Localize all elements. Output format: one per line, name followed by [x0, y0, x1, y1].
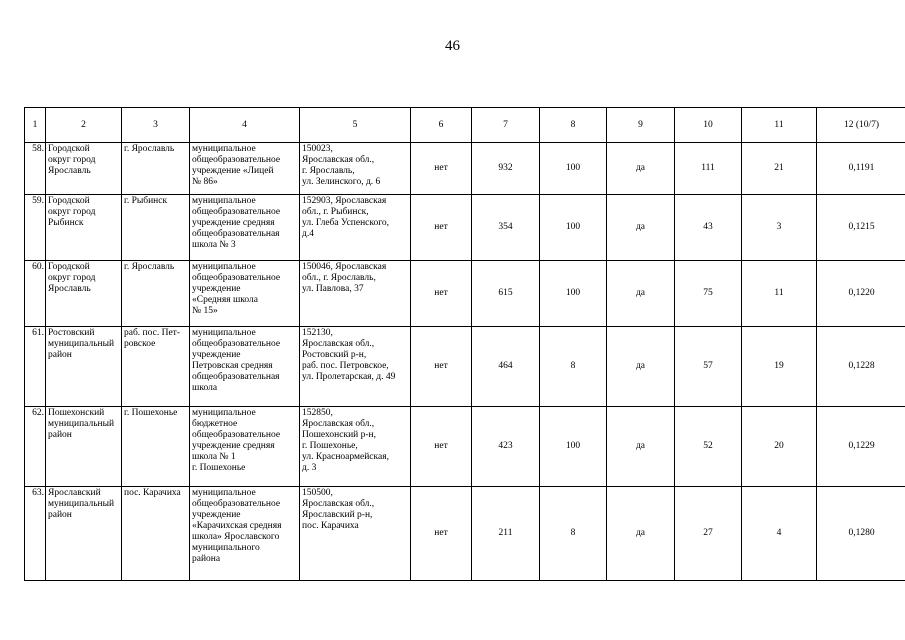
cell-line: г. Пошехонье,: [302, 441, 358, 451]
cell-line: школа: [192, 383, 218, 393]
value-cell-c9: да: [607, 143, 675, 195]
header-cell: 12 (10/7): [817, 108, 905, 143]
cell-line: район: [48, 510, 72, 520]
table-row: [25, 261, 905, 327]
cell-line: г. Пошехонье: [124, 408, 178, 418]
cell-line: учреждение средняя: [192, 441, 275, 451]
institution-cell: [190, 195, 300, 261]
cell-line: «Карачихская средняя: [192, 521, 282, 531]
cell-line: Ярославль: [48, 284, 91, 294]
cell-line: учреждение: [192, 284, 241, 294]
cell-line: Пошехонский: [48, 408, 105, 418]
row-number-cell: 61.: [25, 327, 46, 407]
value-cell-c7: 354: [472, 195, 540, 261]
row-number-cell: 62.: [25, 407, 46, 487]
value-cell-c7: 464: [472, 327, 540, 407]
cell-line: № 15»: [192, 306, 218, 316]
header-cell: 6: [411, 108, 472, 143]
value-cell-c7: 932: [472, 143, 540, 195]
value-cell-c12: 0,1220: [817, 261, 905, 327]
cell-line: Городской: [48, 196, 90, 206]
institution-cell: [190, 327, 300, 407]
value-cell-c8: 100: [540, 261, 607, 327]
district-cell: [46, 407, 122, 487]
district-cell: [46, 143, 122, 195]
institution-cell: [190, 487, 300, 581]
cell-line: общеобразовательная: [192, 229, 280, 239]
value-cell-c6: нет: [411, 143, 472, 195]
locality-cell: [122, 143, 190, 195]
table-row: [25, 195, 905, 261]
locality-cell: [122, 261, 190, 327]
value-cell-c12: 0,1229: [817, 407, 905, 487]
cell-line: муниципального: [192, 543, 260, 553]
cell-line: Ярославская обл.,: [302, 499, 375, 509]
table-row: [25, 487, 905, 581]
header-cell: 3: [122, 108, 190, 143]
value-cell-c11: 3: [742, 195, 817, 261]
value-cell-c8: 100: [540, 195, 607, 261]
address-cell: [300, 261, 411, 327]
cell-line: школа» Ярославского: [192, 532, 280, 542]
cell-line: Городской: [48, 144, 90, 154]
schools-table: [24, 107, 905, 581]
value-cell-c7: 615: [472, 261, 540, 327]
cell-line: Ростовский: [48, 328, 95, 338]
cell-line: обл., г. Рыбинск,: [302, 207, 369, 217]
cell-line: муниципальное: [192, 328, 256, 338]
cell-line: г. Ярославль,: [302, 166, 355, 176]
cell-line: общеобразовательное: [192, 499, 281, 509]
cell-line: № 86»: [192, 177, 218, 187]
cell-line: общеобразовательное: [192, 155, 281, 165]
locality-cell: [122, 407, 190, 487]
cell-line: общеобразовательное: [192, 430, 281, 440]
header-cell: 5: [300, 108, 411, 143]
cell-line: муниципальный: [48, 419, 115, 429]
cell-line: общеобразовательное: [192, 339, 281, 349]
header-cell: 7: [472, 108, 540, 143]
value-cell-c12: 0,1215: [817, 195, 905, 261]
cell-line: бюджетное: [192, 419, 238, 429]
value-cell-c10: 52: [675, 407, 742, 487]
cell-line: учреждение: [192, 510, 241, 520]
cell-line: 152850,: [302, 408, 333, 418]
cell-line: раб. пос. Петровское,: [302, 361, 389, 371]
cell-line: 152130,: [302, 328, 333, 338]
value-cell-c9: да: [607, 261, 675, 327]
district-cell: [46, 195, 122, 261]
cell-line: 150500,: [302, 488, 333, 498]
value-cell-c8: 8: [540, 487, 607, 581]
address-cell: [300, 195, 411, 261]
cell-line: учреждение: [192, 350, 241, 360]
header-cell: 1: [25, 108, 46, 143]
row-number-cell: 58.: [25, 143, 46, 195]
value-cell-c10: 57: [675, 327, 742, 407]
value-cell-c6: нет: [411, 195, 472, 261]
value-cell-c9: да: [607, 407, 675, 487]
address-cell: [300, 327, 411, 407]
cell-line: муниципальный: [48, 339, 115, 349]
cell-line: Петровская средняя: [192, 361, 273, 371]
district-cell: [46, 327, 122, 407]
cell-line: общеобразовательная: [192, 372, 280, 382]
value-cell-c11: 19: [742, 327, 817, 407]
cell-line: район: [48, 350, 72, 360]
page-number: 46: [445, 38, 460, 54]
address-cell: [300, 143, 411, 195]
cell-line: муниципальное: [192, 196, 256, 206]
header-row: [25, 108, 905, 143]
cell-line: пос. Карачиха: [302, 521, 359, 531]
cell-line: округ город: [48, 207, 96, 217]
cell-line: г. Ярославль: [124, 262, 175, 272]
value-cell-c10: 75: [675, 261, 742, 327]
cell-line: округ город: [48, 155, 96, 165]
value-cell-c9: да: [607, 195, 675, 261]
cell-line: пос. Карачиха: [124, 488, 181, 498]
cell-line: школа № 1: [192, 452, 236, 462]
header-cell: 4: [190, 108, 300, 143]
cell-line: Ярославский р-н,: [302, 510, 373, 520]
value-cell-c7: 211: [472, 487, 540, 581]
locality-cell: [122, 195, 190, 261]
row-number-cell: 63.: [25, 487, 46, 581]
cell-line: ул. Глеба Успенского,: [302, 218, 390, 228]
cell-line: раб. пос. Пет-: [124, 328, 180, 338]
value-cell-c10: 43: [675, 195, 742, 261]
cell-line: общеобразовательное: [192, 273, 281, 283]
cell-line: ул. Пролетарская, д. 49: [302, 372, 396, 382]
cell-line: Рыбинск: [48, 218, 84, 228]
cell-line: учреждение «Лицей: [192, 166, 274, 176]
header-cell: 10: [675, 108, 742, 143]
cell-line: Ярославский: [48, 488, 101, 498]
cell-line: 150023,: [302, 144, 333, 154]
value-cell-c6: нет: [411, 327, 472, 407]
value-cell-c8: 100: [540, 143, 607, 195]
cell-line: 152903, Ярославская: [302, 196, 387, 206]
cell-line: муниципальный: [48, 499, 115, 509]
table-row: [25, 143, 905, 195]
cell-line: Ярославль: [48, 166, 91, 176]
cell-line: район: [48, 430, 72, 440]
value-cell-c8: 100: [540, 407, 607, 487]
cell-line: Городской: [48, 262, 90, 272]
institution-cell: [190, 407, 300, 487]
cell-line: д.4: [302, 229, 314, 239]
cell-line: Ярославская обл.,: [302, 339, 375, 349]
cell-line: муниципальное: [192, 262, 256, 272]
value-cell-c11: 11: [742, 261, 817, 327]
table-row: [25, 407, 905, 487]
row-number-cell: 59.: [25, 195, 46, 261]
value-cell-c6: нет: [411, 487, 472, 581]
address-cell: [300, 407, 411, 487]
cell-line: учреждение средняя: [192, 218, 275, 228]
cell-line: муниципальное: [192, 488, 256, 498]
value-cell-c11: 20: [742, 407, 817, 487]
value-cell-c12: 0,1228: [817, 327, 905, 407]
cell-line: г. Рыбинск: [124, 196, 168, 206]
value-cell-c11: 21: [742, 143, 817, 195]
cell-line: Ростовский р-н,: [302, 350, 367, 360]
value-cell-c12: 0,1280: [817, 487, 905, 581]
cell-line: Пошехонский р-н,: [302, 430, 376, 440]
locality-cell: [122, 487, 190, 581]
value-cell-c8: 8: [540, 327, 607, 407]
value-cell-c6: нет: [411, 261, 472, 327]
cell-line: д. 3: [302, 463, 317, 473]
header-cell: 2: [46, 108, 122, 143]
cell-line: 150046, Ярославская: [302, 262, 387, 272]
value-cell-c9: да: [607, 327, 675, 407]
value-cell-c12: 0,1191: [817, 143, 905, 195]
header-cell: 11: [742, 108, 817, 143]
cell-line: обл., г. Ярославль,: [302, 273, 376, 283]
cell-line: ул. Зелинского, д. 6: [302, 177, 381, 187]
institution-cell: [190, 143, 300, 195]
cell-line: муниципальное: [192, 144, 256, 154]
institution-cell: [190, 261, 300, 327]
row-number-cell: 60.: [25, 261, 46, 327]
cell-line: округ город: [48, 273, 96, 283]
locality-cell: [122, 327, 190, 407]
district-cell: [46, 261, 122, 327]
cell-line: г. Ярославль: [124, 144, 175, 154]
cell-line: общеобразовательное: [192, 207, 281, 217]
cell-line: ул. Павлова, 37: [302, 284, 364, 294]
value-cell-c11: 4: [742, 487, 817, 581]
header-cell: 9: [607, 108, 675, 143]
value-cell-c10: 111: [675, 143, 742, 195]
cell-line: школа № 3: [192, 240, 236, 250]
cell-line: ровское: [124, 339, 156, 349]
cell-line: Ярославская обл.,: [302, 419, 375, 429]
value-cell-c10: 27: [675, 487, 742, 581]
value-cell-c6: нет: [411, 407, 472, 487]
header-cell: 8: [540, 108, 607, 143]
cell-line: «Средняя школа: [192, 295, 258, 305]
value-cell-c7: 423: [472, 407, 540, 487]
address-cell: [300, 487, 411, 581]
cell-line: района: [192, 554, 221, 564]
cell-line: ул. Красноармейская,: [302, 452, 389, 462]
table-row: [25, 327, 905, 407]
district-cell: [46, 487, 122, 581]
cell-line: муниципальное: [192, 408, 256, 418]
cell-line: г. Пошехонье: [192, 463, 246, 473]
value-cell-c9: да: [607, 487, 675, 581]
cell-line: Ярославская обл.,: [302, 155, 375, 165]
